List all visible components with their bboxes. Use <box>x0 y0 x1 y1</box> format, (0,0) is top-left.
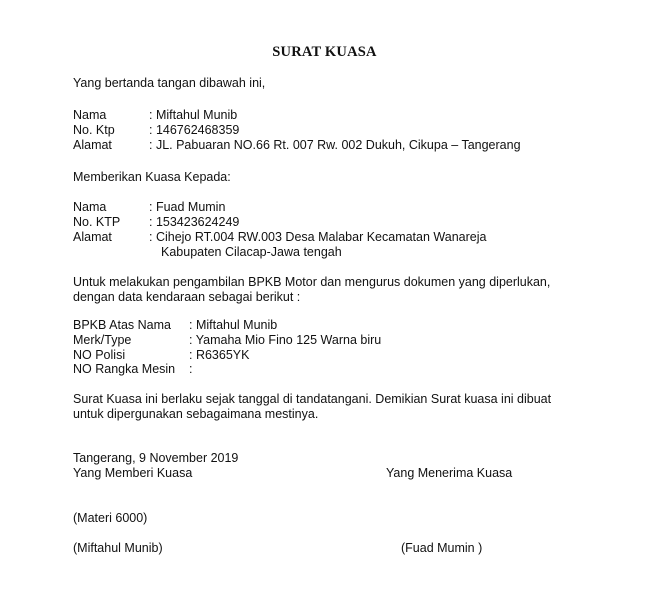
opening-line: Yang bertanda tangan dibawah ini, <box>73 76 266 90</box>
vehicle-rangka-value: : <box>189 362 193 376</box>
grantor-address-value: : JL. Pabuaran NO.66 Rt. 007 Rw. 002 Dukuh, Cikupa – Tangerang <box>149 138 521 152</box>
vehicle-merk-label: Merk/Type <box>73 333 132 347</box>
stamp-note: (Materi 6000) <box>73 511 148 525</box>
signer-right-role: Yang Menerima Kuasa <box>386 466 513 480</box>
closing-line-2: untuk dipergunakan sebagaimana mestinya. <box>73 407 319 421</box>
grantee-address-value: : Cihejo RT.004 RW.003 Desa Malabar Kecamatan Wanareja <box>149 230 487 244</box>
grantee-address-continuation: Kabupaten Cilacap-Jawa tengah <box>161 245 342 259</box>
purpose-line-2: dengan data kendaraan sebagai berikut : <box>73 290 301 304</box>
grantee-name-value: : Fuad Mumin <box>149 200 226 214</box>
grantee-ktp-label: No. KTP <box>73 215 121 229</box>
grantor-address-row <box>73 138 521 153</box>
place-date: Tangerang, 9 November 2019 <box>73 451 239 465</box>
grantee-address-row <box>73 230 486 245</box>
grantor-ktp-row <box>73 123 239 138</box>
grantor-name-value: : Miftahul Munib <box>149 108 238 122</box>
vehicle-bpkb-row <box>73 318 277 333</box>
vehicle-bpkb-label: BPKB Atas Nama <box>73 318 171 332</box>
vehicle-merk-value: : Yamaha Mio Fino 125 Warna biru <box>189 333 382 347</box>
closing-line-1: Surat Kuasa ini berlaku sejak tanggal di tandatangani. Demikian Surat kuasa ini dibuat <box>73 392 552 406</box>
vehicle-polisi-label: NO Polisi <box>73 348 126 362</box>
vehicle-polisi-row <box>73 348 249 363</box>
vehicle-merk-row <box>73 333 381 348</box>
signer-right-name: (Fuad Mumin ) <box>401 541 483 555</box>
grantor-name-label: Nama <box>73 108 107 122</box>
grant-heading: Memberikan Kuasa Kepada: <box>73 170 231 184</box>
signer-left-name: (Miftahul Munib) <box>73 541 163 555</box>
grantee-address-label: Alamat <box>73 230 112 244</box>
grantor-address-label: Alamat <box>73 138 112 152</box>
grantor-ktp-label: No. Ktp <box>73 123 115 137</box>
grantee-ktp-value: : 153423624249 <box>149 215 240 229</box>
purpose-line-1: Untuk melakukan pengambilan BPKB Motor dan mengurus dokumen yang diperlukan, <box>73 275 551 289</box>
grantee-name-row <box>73 200 225 215</box>
signer-left-role: Yang Memberi Kuasa <box>73 466 193 480</box>
vehicle-bpkb-value: : Miftahul Munib <box>189 318 278 332</box>
grantee-ktp-row <box>73 215 239 230</box>
vehicle-rangka-label: NO Rangka Mesin <box>73 362 176 376</box>
grantee-name-label: Nama <box>73 200 107 214</box>
vehicle-rangka-row <box>73 362 192 377</box>
vehicle-polisi-value: : R6365YK <box>189 348 250 362</box>
grantor-name-row <box>73 108 237 123</box>
letter-title: SURAT KUASA <box>272 44 377 60</box>
grantor-ktp-value: : 146762468359 <box>149 123 240 137</box>
